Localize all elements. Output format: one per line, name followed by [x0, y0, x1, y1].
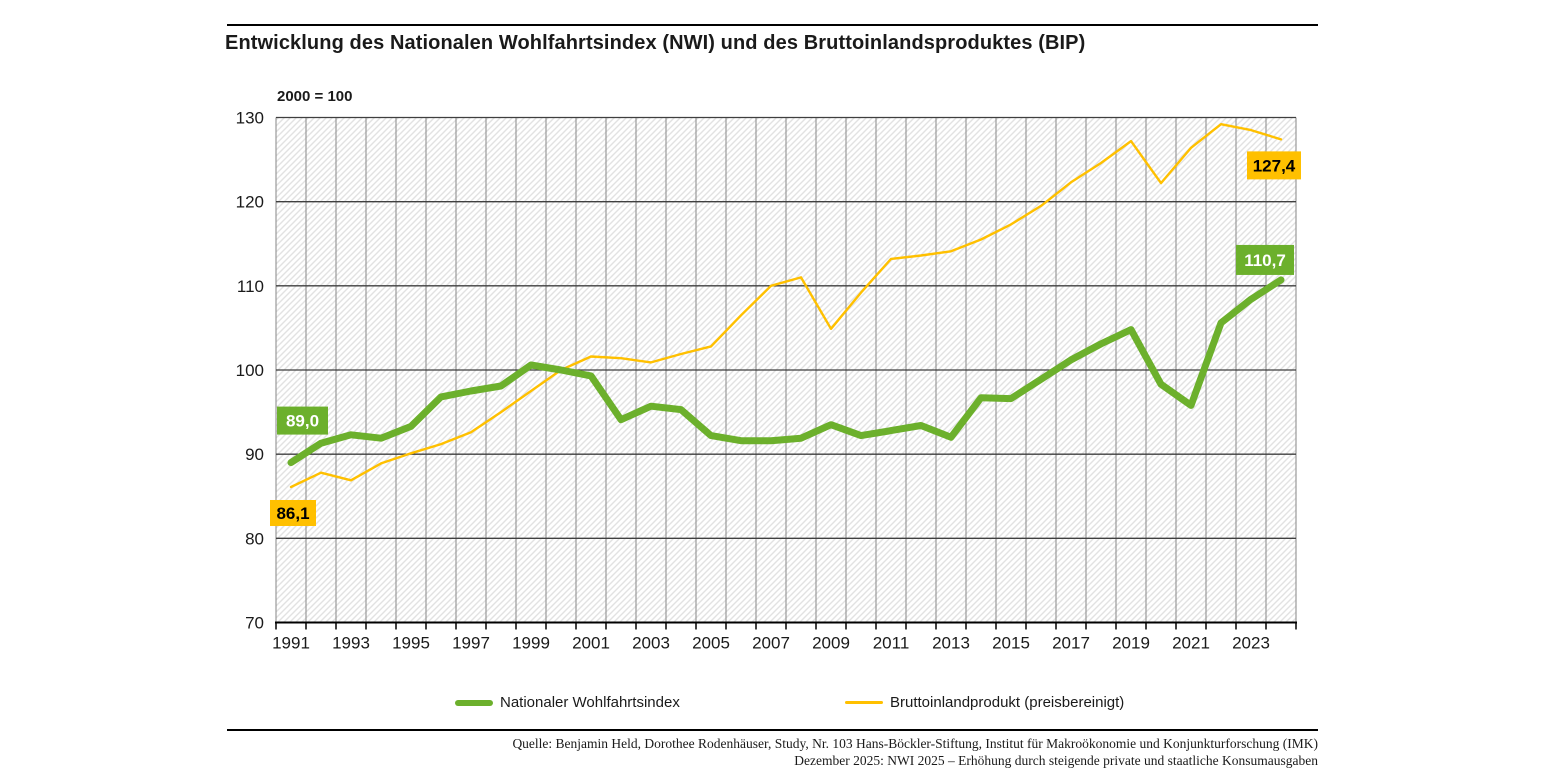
- chart-title: Entwicklung des Nationalen Wohlfahrtsindex (NWI) und des Bruttoinlandsproduktes (BIP): [225, 32, 1086, 54]
- bip-line-swatch-icon: [845, 701, 883, 704]
- svg-text:1993: 1993: [332, 633, 370, 653]
- x-axis: [275, 623, 1297, 630]
- value-label: [277, 407, 328, 435]
- value-label: [1247, 151, 1301, 179]
- x-axis-labels: [272, 634, 1270, 653]
- svg-text:100: 100: [235, 361, 264, 380]
- svg-text:86,1: 86,1: [276, 503, 310, 523]
- svg-text:2005: 2005: [692, 633, 730, 653]
- svg-text:130: 130: [235, 108, 264, 128]
- source-line-1: Quelle: Benjamin Held, Dorothee Rodenhäuser, Study, Nr. 103 Hans-Böckler-Stiftung, Institut für Makroökonomie und Konjunkturforschung (IMK): [512, 736, 1318, 751]
- svg-text:1991: 1991: [272, 633, 310, 653]
- svg-text:1999: 1999: [512, 633, 550, 653]
- nwi-line-swatch-icon: [455, 700, 493, 706]
- svg-text:2009: 2009: [812, 633, 850, 653]
- svg-text:2007: 2007: [752, 633, 790, 653]
- legend-label-bip: Bruttoinlandprodukt (preisbereinigt): [890, 694, 1125, 711]
- svg-text:2001: 2001: [572, 633, 610, 653]
- svg-text:90: 90: [245, 445, 264, 465]
- svg-text:2019: 2019: [1112, 633, 1150, 653]
- svg-text:2011: 2011: [872, 633, 910, 653]
- legend-label-nwi: Nationaler Wohlfahrtsindex: [500, 694, 680, 711]
- bottom-rule: [227, 729, 1318, 731]
- value-label: [270, 500, 316, 526]
- source-line-2: Dezember 2025: NWI 2025 – Erhöhung durch steigende private und staatliche Konsumausgaben: [794, 753, 1318, 768]
- svg-text:89,0: 89,0: [285, 411, 320, 431]
- svg-text:1997: 1997: [452, 633, 490, 653]
- svg-text:2023: 2023: [1232, 633, 1270, 653]
- svg-text:127,4: 127,4: [1252, 156, 1296, 176]
- legend-item-bip: [845, 694, 1124, 711]
- svg-text:80: 80: [245, 529, 264, 549]
- svg-text:2017: 2017: [1052, 633, 1090, 653]
- svg-text:110,7: 110,7: [1244, 250, 1286, 270]
- source-block: [227, 735, 1318, 769]
- index-base-note: 2000 = 100: [277, 88, 353, 105]
- svg-text:2021: 2021: [1172, 633, 1210, 653]
- svg-text:2015: 2015: [992, 633, 1030, 653]
- svg-text:110: 110: [236, 276, 264, 296]
- svg-text:1995: 1995: [392, 633, 430, 653]
- svg-text:120: 120: [235, 192, 264, 212]
- svg-text:2013: 2013: [932, 633, 970, 653]
- svg-text:70: 70: [245, 613, 264, 633]
- svg-text:2003: 2003: [632, 633, 670, 653]
- y-axis-labels: [236, 109, 264, 633]
- value-label: [1236, 245, 1294, 275]
- legend-item-nwi: [455, 694, 680, 711]
